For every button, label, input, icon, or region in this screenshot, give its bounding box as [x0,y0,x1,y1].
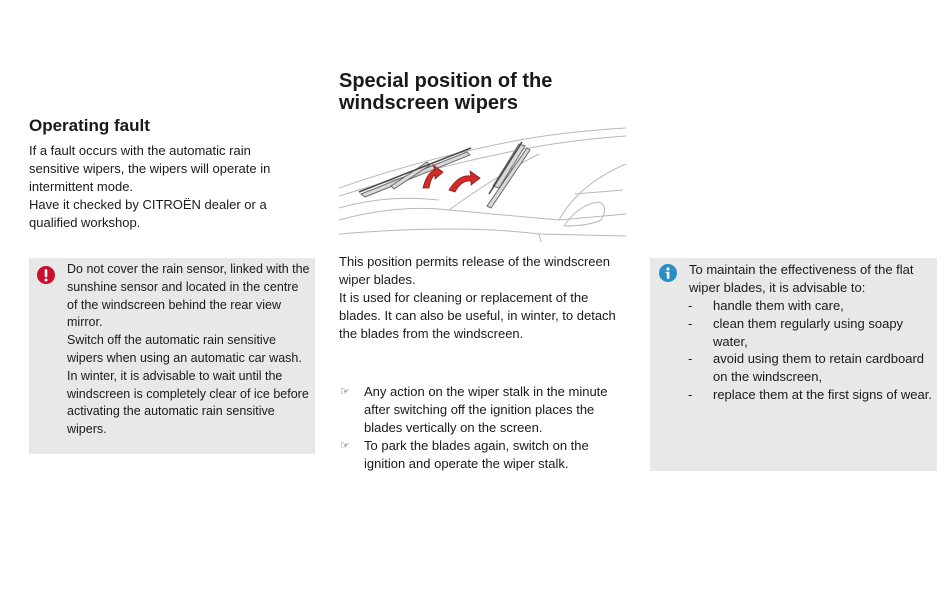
dash-marker: - [688,315,693,331]
pointing-hand-icon: ☞ [340,386,350,398]
bullet-text: Any action on the wiper stalk in the minute after switching off the ignition places the blades vertically on the screen. [364,384,608,435]
dash-marker: - [688,386,693,402]
warning-text [67,261,311,439]
special-position-paragraph: This position permits release of the windscreen wiper blades. [339,254,610,287]
special-position-title: Special position of the windscreen wipers [339,70,553,114]
warning-icon [37,266,55,284]
special-position-body [339,253,629,343]
dash-marker: - [688,298,693,313]
operating-fault-paragraph: If a fault occurs with the automatic rain sensitive wipers, the wipers will operate in intermittent mode. [29,143,271,194]
windscreen-wipers-illustration [339,124,626,244]
list-item [688,350,934,386]
warning-line: Switch off the automatic rain sensitive wipers when using an automatic car wash. [67,333,302,365]
operating-fault-title: Operating fault [29,116,150,135]
info-item-text: handle them with care, [713,298,844,313]
info-item-text: avoid using them to retain cardboard on the windscreen, [713,351,925,385]
bullet-text: To park the blades again, switch on the ignition and operate the wiper stalk. [364,438,589,471]
operating-fault-paragraph: Have it checked by CITROËN dealer or a qualified workshop. [29,197,267,230]
info-item-text: clean them regularly using soapy water, [713,315,904,349]
special-position-bullets [339,383,624,473]
list-item [688,297,934,315]
list-item [339,383,624,437]
operating-fault-body [29,142,304,232]
list-item [688,315,934,351]
info-list [688,297,934,404]
list-item [688,386,934,404]
warning-box [29,258,315,454]
pointing-hand-icon: ☞ [340,440,350,452]
warning-line: In winter, it is advisable to wait until the windscreen is completely clear of ice before activating the automatic rain sensitive wipers. [67,368,309,437]
info-item-text: replace them at the first signs of wear. [713,386,932,402]
info-icon [659,264,677,282]
list-item [339,437,624,473]
dash-marker: - [688,351,693,367]
info-intro: To maintain the effectiveness of the flat wiper blades, it is advisable to: [689,262,914,295]
special-position-paragraph: It is used for cleaning or replacement of the blades. It can also be useful, in winter, to detach the blades from the windscreen. [339,290,616,341]
warning-line: Do not cover the rain sensor, linked with the sunshine sensor and located in the centre of the windscreen behind the rear view mirror. [67,262,310,330]
info-box [650,258,937,471]
